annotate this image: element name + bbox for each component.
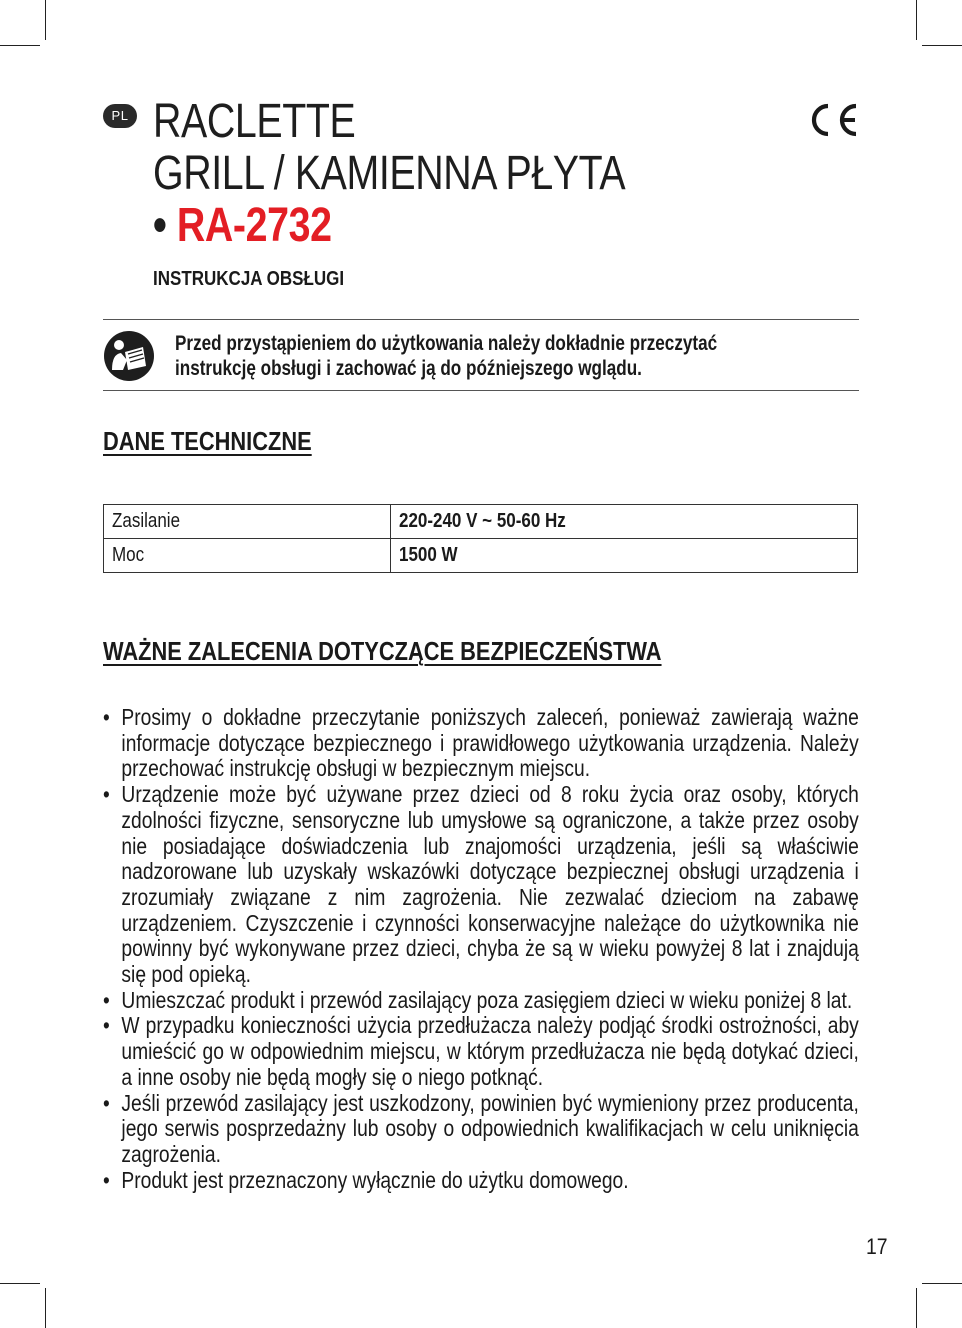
list-item-text: Prosimy o dokładne przeczytanie poniższych zaleceń, ponieważ zawierają ważne informacje dotyczące bezpiecznego i prawidłowego użytkowania urządzenia. Należy przechować instrukcję obsługi w bezpiecznym miejscu. — [121, 704, 859, 782]
crop-mark — [45, 1288, 46, 1328]
model-number: RA-2732 — [176, 199, 332, 252]
spec-label-cell — [104, 505, 391, 539]
bullet: • — [103, 1166, 110, 1193]
list-item-text: W przypadku konieczności użycia przedłużacza należy podjąć środki ostrożności, aby umieścić go w odpowiednim miejscu, w którym przedłużacza nie będą dotykać dzieci, a inne osoby nie będą mogły się o niego potknąć. — [121, 1012, 859, 1090]
bullet: • — [103, 781, 110, 808]
list-item-text: Urządzenie może być używane przez dzieci od 8 roku życia oraz osoby, których zdolności fizyczne, sensoryczne lub umysłowe są ograniczone, a także przez osoby nie posiadające doświadczenia lub znajomości urządzenia, jeśli są właściwie nadzorowane lub uzyskały wskazówki dotyczące bezpiecznej obsługi urządzenia i zrozumiały związane z nim zagrożenia. Nie zezwalać dzieciom na zabawę urządzeniem. Czyszczenie i czynności konserwacyjne należące do użytkownika nie powinny być wykonywane przez dzieci, chyba że są w wieku powyżej 8 lat i znajdują się pod opieką. — [121, 781, 859, 988]
notice-line-1: Przed przystąpieniem do użytkowania należy dokładnie przeczytać — [175, 332, 718, 355]
list-item — [103, 1013, 859, 1090]
safety-heading: WAŻNE ZALECENIA DOTYCZĄCE BEZPIECZEŃSTWA — [103, 636, 662, 666]
tech-data-heading: DANE TECHNICZNE — [103, 426, 312, 456]
notice-line-2: instrukcję obsługi i zachować ją do późniejszego wglądu. — [175, 357, 642, 380]
spec-value-cell — [391, 505, 858, 539]
crop-mark — [922, 1283, 962, 1284]
list-item-text: Umieszczać produkt i przewód zasilający poza zasięgiem dzieci w wieku poniżej 8 lat. — [121, 986, 853, 1013]
subtitle: INSTRUKCJA OBSŁUGI — [153, 268, 345, 290]
list-item — [103, 1091, 859, 1168]
title-line-1: RACLETTE — [153, 95, 356, 148]
crop-mark — [922, 45, 962, 46]
spec-value: 1500 W — [399, 544, 458, 566]
crop-mark — [0, 1283, 40, 1284]
bullet: • — [103, 1012, 110, 1039]
read-manual-icon — [103, 330, 155, 382]
product-title — [153, 96, 625, 252]
title-bullet: • — [153, 199, 167, 252]
spec-label-cell — [104, 539, 391, 573]
spec-value: 220-240 V ~ 50-60 Hz — [399, 510, 566, 532]
list-item-text: Jeśli przewód zasilający jest uszkodzony, powinien być wymieniony przez producenta, jego serwis posprzedażny lub osoby o odpowiednich kwalifikacjach w celu uniknięcia zagrożenia. — [121, 1089, 859, 1167]
spec-value-cell — [391, 539, 858, 573]
list-item — [103, 988, 859, 1014]
spec-label: Zasilanie — [112, 510, 181, 532]
title-line-2: GRILL / KAMIENNA PŁYTA — [153, 147, 626, 200]
crop-mark — [45, 0, 46, 40]
read-instructions-notice — [175, 331, 860, 381]
page-number: 17 — [866, 1234, 888, 1259]
table-row — [104, 505, 858, 539]
divider — [103, 319, 859, 320]
list-item — [103, 782, 859, 988]
bullet: • — [103, 1089, 110, 1116]
crop-mark — [0, 45, 40, 46]
language-badge: PL — [103, 104, 137, 128]
table-row — [104, 539, 858, 573]
crop-mark — [916, 0, 917, 40]
divider — [103, 390, 859, 391]
list-item — [103, 705, 859, 782]
tech-data-table — [103, 504, 858, 573]
bullet: • — [103, 704, 110, 730]
crop-mark — [916, 1288, 917, 1328]
list-item-text: Produkt jest przeznaczony wyłącznie do użytku domowego. — [121, 1166, 629, 1193]
bullet: • — [103, 986, 110, 1013]
title-line-3 — [153, 200, 625, 252]
spec-label: Moc — [112, 544, 145, 566]
ce-mark-icon — [806, 100, 860, 140]
safety-list — [103, 705, 859, 1193]
list-item — [103, 1168, 859, 1194]
